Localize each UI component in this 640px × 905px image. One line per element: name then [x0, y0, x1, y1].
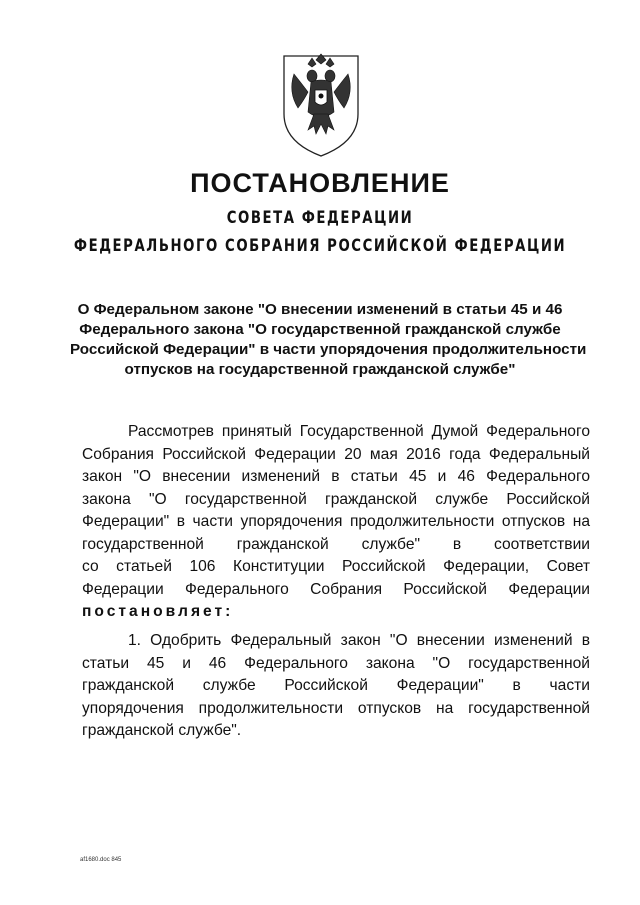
coat-of-arms-icon — [278, 52, 364, 160]
preamble-paragraph — [82, 421, 590, 624]
paragraph-line: 1. Одобрить Федеральный закон "О внесении изменений в — [128, 632, 590, 649]
paragraph-line: закона "О государственной гражданской службе Российской — [82, 490, 590, 508]
paragraph-line: государственной гражданской службе" в соответствии — [82, 535, 590, 553]
paragraph-line: со статьей 106 Конституции Российской Федерации, Совет — [82, 558, 590, 575]
resolves-word: постановляет: — [82, 603, 234, 620]
paragraph-line: Рассмотрев принятый Государственной Думой Федерального — [128, 423, 590, 440]
document-title: ПОСТАНОВЛЕНИЕ — [190, 168, 450, 198]
paragraph-line: Собрания Российской Федерации 20 мая 2016 года Федеральный — [82, 445, 590, 463]
law-title-line: О Федеральном законе "О внесении изменений в статьи 45 и 46 — [77, 301, 563, 318]
paragraph-line: упорядочения продолжительности отпусков на государственной — [82, 699, 590, 717]
paragraph-line: гражданской службе". — [82, 722, 242, 739]
paragraph-line: закон "О внесении изменений в статьи 45 и 46 Федерального — [82, 468, 590, 485]
resolution-item-1 — [82, 630, 590, 743]
paragraph-line: Федерации Федерального Собрания Российской Федерации — [82, 580, 590, 598]
paragraph-line: гражданской службе Российской Федерации" в части — [82, 677, 590, 694]
law-title-line: Федерального закона "О государственной гражданской службе — [79, 321, 561, 338]
issuer-line-1: СОВЕТА ФЕДЕРАЦИИ — [226, 208, 414, 228]
paragraph-line: статьи 45 и 46 Федерального закона "О государственной — [82, 654, 590, 672]
law-title-line: отпусков на государственной гражданской службе" — [124, 361, 516, 378]
paragraph-line: Федерации" в части упорядочения продолжительности отпусков на — [82, 513, 590, 530]
law-title — [70, 300, 587, 380]
issuer-line-2: ФЕДЕРАЛЬНОГО СОБРАНИЯ РОССИЙСКОЙ ФЕДЕРАЦИИ — [73, 236, 567, 256]
document-reference: af1680.doc 845 — [80, 857, 122, 863]
law-title-line: Российской Федерации" в части упорядочения продолжительности — [70, 341, 587, 358]
